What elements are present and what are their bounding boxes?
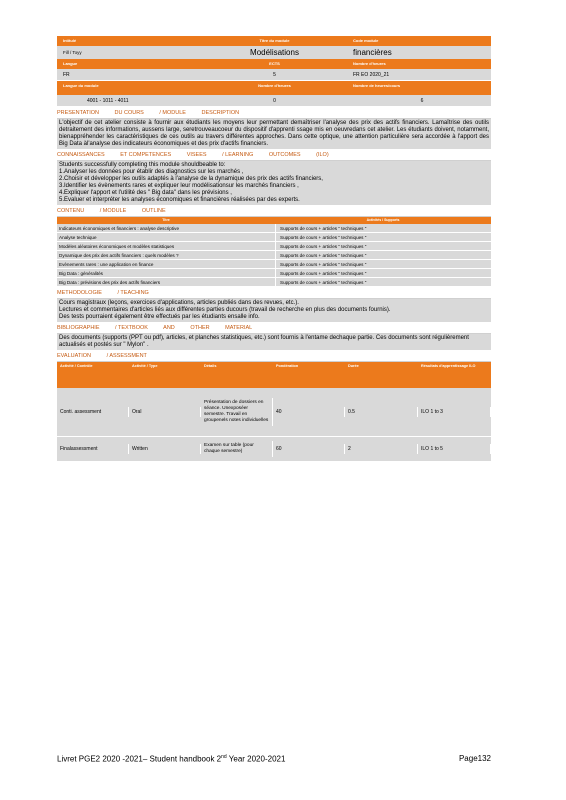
bibliography-text: Des documents (supports (PPT ou pdf), articles, et planches statistiques, etc.) sont fournis à l'entame dechaque partie. Ces documents sont régulièrement actualisés et postés sur " Mylon" . (57, 334, 491, 350)
label-nb-hours-course: Nombre de heures/cours (353, 83, 401, 88)
label-module-language: Langue du module (63, 83, 99, 88)
value-module-language: 4001 - 1011 - 4011 (87, 98, 129, 104)
outline-topic: Big Data : prévisions des prix des actifs financiers (57, 278, 275, 287)
label-langue: Langue (63, 61, 78, 66)
outline-support: Supports de cours + articles " techniques " (275, 260, 491, 269)
table-row (57, 251, 491, 260)
eval-type: Written (129, 444, 201, 454)
eval-control: Conti. assessment (57, 407, 129, 417)
label-module-code: Code module (353, 38, 379, 43)
eval-col-type: Activité / Type (132, 364, 158, 368)
eval-type: Oral (129, 407, 201, 417)
label-intitule: Intitulé (63, 38, 77, 43)
eval-ilo: ILO 1 to 5 (418, 444, 491, 454)
table-row (57, 278, 491, 287)
eval-ilo: ILO 1 to 3 (418, 407, 491, 417)
eval-details: Examen sur table (pour chaque semestre) (201, 441, 273, 457)
label-nb-hours: Nombre d'heures (258, 83, 291, 88)
value-module-title: Modélisations (250, 48, 299, 57)
table-row (57, 388, 491, 437)
outline-heading-part: CONTENU (57, 208, 85, 214)
teaching-text (57, 299, 491, 322)
teaching-line: Des tests pourraient également être effectués par les étudiants ensalle info. (59, 314, 260, 320)
eval-details: Présentation de dossiers en séance. Unexposéer semestre. Travail en groupenels notes individuelles (201, 398, 273, 426)
evaluation-heading-part: / ASSESSMENT (106, 353, 147, 359)
header-value-row-3 (57, 95, 491, 107)
header-value-row-2 (57, 69, 491, 81)
value-nb-hours: 0 (273, 98, 276, 104)
evaluation-heading-part: EVALUATION (57, 353, 92, 359)
table-row (57, 233, 491, 242)
outline-table-body (57, 224, 491, 287)
eval-col-weight: Pondération (276, 364, 299, 368)
presentation-heading-part: PRESENTATION (57, 110, 99, 116)
bibliography-heading-part: / TEXTBOOK (115, 325, 148, 331)
presentation-heading (57, 109, 491, 119)
outcomes-list (57, 161, 491, 205)
eval-weight: 40 (273, 407, 345, 417)
value-intitule: Fill / Toyy (63, 50, 82, 55)
footer-superscript: nd (221, 754, 227, 760)
outline-topic: Analyse technique (57, 233, 275, 242)
outcomes-heading-part: CONNAISSANCES (57, 152, 105, 158)
bibliography-heading-part: OTHER (190, 325, 210, 331)
outline-col-title: Titre (162, 218, 170, 222)
label-module-title: Titre du module (259, 38, 290, 43)
eval-control: Finalassessment (57, 444, 129, 454)
footer-handbook-title (57, 754, 285, 764)
outcomes-line: 2.Choisir et développer les outils adaptés à l'analyse de la dynamique des prix des actifs financiers, (59, 176, 323, 182)
outline-table-header (57, 217, 491, 224)
teaching-heading-part: METHODOLOGIE (57, 290, 102, 296)
header-label-row-2 (57, 59, 491, 69)
page-footer (57, 754, 491, 764)
outline-topic: Evènements rares : une application en finance (57, 260, 275, 269)
value-module-code: financières (353, 48, 392, 57)
outcomes-heading-part: ET COMPETENCES (120, 152, 172, 158)
eval-col-details: Détails (204, 364, 217, 368)
value-ects: 5 (273, 72, 276, 78)
value-langue: FR (63, 72, 70, 78)
table-row (57, 242, 491, 251)
presentation-heading-part: DU COURS (114, 110, 144, 116)
bibliography-heading (57, 324, 491, 334)
table-row (57, 269, 491, 278)
outline-support: Supports de cours + articles " techniques " (275, 233, 491, 242)
value-hours: FR EO 2020_21 (353, 72, 390, 78)
page-number: Page132 (458, 754, 491, 763)
table-row (57, 437, 491, 462)
presentation-heading-part: DESCRIPTION (201, 110, 240, 116)
outline-support: Supports de cours + articles " techniques " (275, 242, 491, 251)
outcomes-heading-part: / LEARNING (222, 152, 254, 158)
evaluation-table-header (57, 362, 491, 388)
eval-duration: 2 (345, 444, 418, 454)
value-nb-hours-course: 6 (420, 98, 424, 104)
label-ects: ECTS (269, 61, 280, 66)
teaching-heading-part: / TEACHING (117, 290, 149, 296)
outline-topic: Big Data : généralités (57, 269, 275, 278)
table-row (57, 260, 491, 269)
footer-left-text: Livret PGE2 2020 -2021– Student handbook 2 (57, 754, 222, 764)
bibliography-heading-part: BIBLIOGRAPHIE (57, 325, 100, 331)
outline-topic: Indicateurs économiques et financiers : analyse descriptive (57, 224, 275, 233)
presentation-text: L'objectif de cet atelier consiste à fournir aux étudiants les moyens leur permettant demaîtriser l'analyse des prix des actifs financiers. Lamaîtrise des outils detraitement des informations, aussens large, seretrouveaucoeur du dispositif d'apprenti ssage mis en oeuvredans cet atelier. Les étudiants doivent, notamment, bienappréhender les caractéristiques de ces outils au travers différentes approches. Dans cette optique, une attention particulière sera accordée à l'apport des Big Data àl'analyse des indicateurs économiques et des prix d'actifs financiers. (59, 120, 489, 147)
bibliography-heading-part: AND (163, 325, 175, 331)
bibliography-heading-part: MATERIAL (225, 325, 253, 331)
teaching-line: Cours magistraux (leçons, exercices d'applications, articles publiés dans des revues, etc.). (59, 300, 299, 306)
presentation-heading-part: / MODULE (159, 110, 186, 116)
outline-support: Supports de cours + articles " techniques " (275, 224, 491, 233)
eval-duration: 0.5 (345, 407, 418, 417)
eval-col-duration: Durée (348, 364, 359, 368)
header-label-row-3 (57, 81, 491, 95)
outline-heading-part: OUTLINE (141, 208, 166, 214)
module-sheet (57, 36, 491, 462)
header-value-row (57, 46, 491, 59)
outcomes-line: 4.Expliquer l'apport et l'utilité des " Big data" dans les prévisions , (59, 190, 232, 196)
outline-support: Supports de cours + articles " techniques " (275, 269, 491, 278)
outcomes-heading-part: VISEES (186, 152, 207, 158)
outcomes-heading-part: OUTCOMES (268, 152, 301, 158)
outcomes-line: 5.Evaluer et interpréter les analyses économiques et financières réalisées par des experts. (59, 197, 300, 203)
teaching-line: Lectures et commentaires d'articles liés aux différentes parties ducours (travail de recherche en plus des documents fournis). (59, 307, 391, 313)
eval-col-control: Activité / Contrôle (60, 364, 93, 368)
outcomes-heading-part: (ILO) (316, 152, 329, 158)
outline-heading (57, 207, 491, 217)
outline-topic: Modèles aléatoires économiques et modèles statistiques (57, 242, 275, 251)
eval-col-ilo: Résultats d'apprentissage ILO (421, 364, 476, 368)
eval-weight: 60 (273, 444, 345, 454)
outline-heading-part: / MODULE (99, 208, 127, 214)
evaluation-heading (57, 352, 491, 362)
outline-topic: Dynamique des prix des actifs financiers : quels modèles ? (57, 251, 275, 260)
outline-support: Supports de cours + articles " techniques " (275, 251, 491, 260)
outline-support: Supports de cours + articles " techniques " (275, 278, 491, 287)
teaching-heading (57, 289, 491, 299)
footer-year: Year 2020-2021 (228, 754, 286, 764)
outline-col-activities: Activités / Supports (366, 218, 400, 222)
label-hours: Nombre d'heures (353, 61, 386, 66)
header-label-row (57, 36, 491, 46)
outcomes-line: Students successfully completing this module shouldbeable to: (59, 162, 226, 168)
outcomes-heading (57, 151, 491, 161)
table-row (57, 224, 491, 233)
outcomes-line: 3.Identifier les évènements rares et expliquer leur modélisationsur les marchés financiers , (59, 183, 299, 189)
outcomes-line: 1.Analyser les données pour établir des diagnostics sur les marchés , (59, 169, 244, 175)
